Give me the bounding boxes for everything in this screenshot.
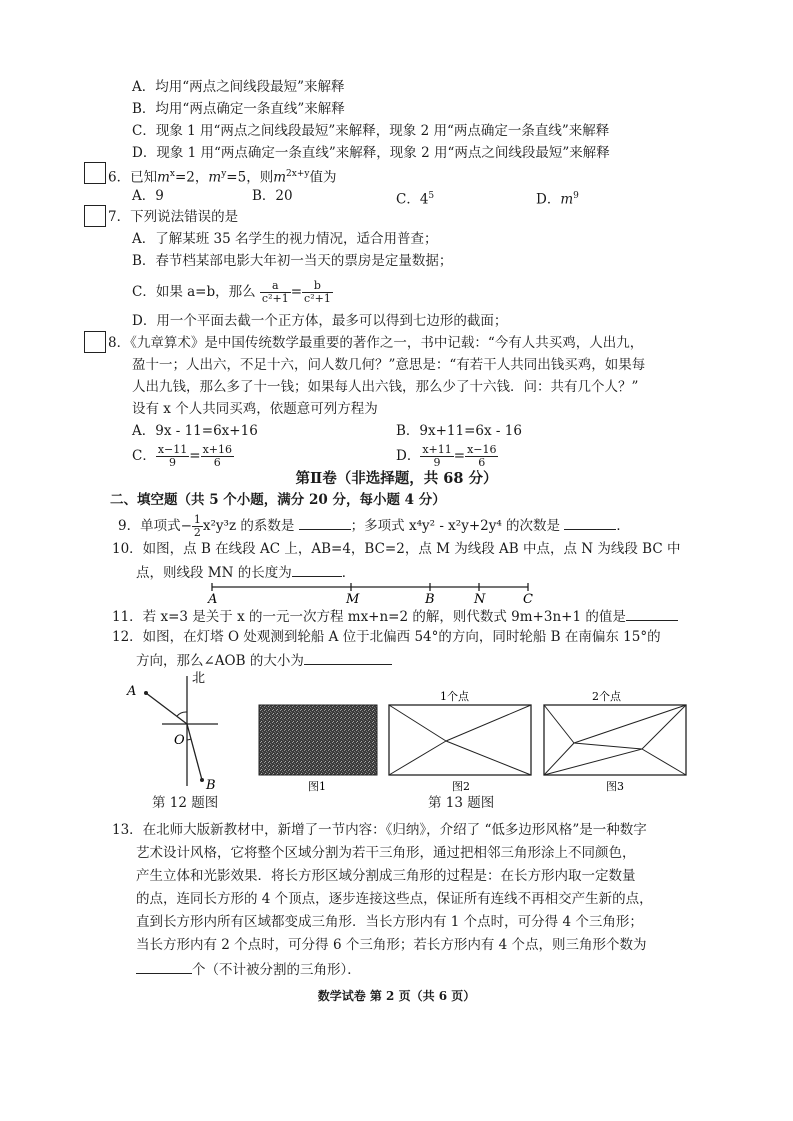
label-m: M — [346, 592, 360, 606]
q13-line-3: 产生立体和光影效果．将长方形区域分割成三角形的过程是：在长方形内取一定数量 — [136, 868, 636, 884]
q6-stem: 6．已知$m^x=2$，$m^y=5$，则$m^{2x+y}$值为 — [108, 169, 337, 186]
fig3-edge-1 — [544, 705, 574, 743]
label-o: O — [174, 733, 185, 748]
fig3-rectangle — [544, 705, 686, 775]
fig3-edge-4 — [574, 743, 642, 749]
q6-option-c: C．$4^5$ — [396, 191, 435, 208]
q8-option-c: C． $\frac{x-11}{9}$ = $\frac{x+16}{6}$ — [132, 443, 232, 469]
q7-option-b: B．春节档某部电影大年初一当天的票房是定量数据； — [132, 253, 453, 269]
fig3-edge-5 — [642, 705, 686, 749]
page-footer: 数学试卷 第 2 页（共 6 页） — [317, 989, 476, 1003]
fig1-label: 图1 — [308, 780, 326, 793]
label-a: A — [208, 592, 218, 606]
fig2-edge-3 — [389, 741, 446, 775]
q12-line-1: 12．如图，在灯塔 O 处观测到轮船 A 位于北偏西 54°的方向，同时轮船 B 在南偏东 15°的 — [112, 629, 661, 645]
label-c: C — [523, 592, 533, 606]
label-n: N — [474, 592, 486, 606]
label-b: B — [425, 592, 435, 606]
q9-blank-1[interactable] — [299, 515, 351, 530]
q13-line-1: 13．在北师大版新教材中，新增了一节内容：《归纳》，介绍了 “低多边形风格”是一种数字 — [112, 822, 647, 838]
q7-stem: 7．下列说法错误的是 — [108, 209, 239, 225]
ray-ob — [187, 724, 202, 780]
q11-blank[interactable] — [626, 606, 678, 621]
q5-option-a: A．均用“两点之间线段最短”来解释 — [132, 79, 345, 95]
point-b — [200, 778, 204, 782]
q13-figures — [256, 686, 778, 796]
q8-line-1: 8．《九章算术》是中国传统数学最重要的著作之一，书中记载：“今有人共买鸡，人出九， — [108, 335, 644, 351]
q13-blank[interactable] — [136, 959, 192, 974]
fig1-textured-rectangle — [259, 705, 377, 775]
q13-line-7: 个（不计被分割的三角形）． — [136, 959, 361, 979]
q13-line-4: 的点，连同长方形的 4 个顶点，逐步连接这些点，保证所有连线不再相交产生新的点， — [136, 891, 653, 907]
q12-blank[interactable] — [304, 650, 392, 665]
q10-blank[interactable] — [292, 562, 342, 577]
fig3-edge-2 — [544, 743, 574, 775]
q8-option-a: A．9x - 11=6x+16 — [132, 423, 258, 439]
q10-line-1: 10．如图，点 B 在线段 AC 上，AB=4，BC=2，点 M 为线段 AB 中点，点 N 为线段 BC 中 — [112, 541, 681, 557]
q5-option-c: C．现象 1 用“两点之间线段最短”来解释，现象 2 用“两点确定一条直线”来解释 — [132, 123, 610, 139]
fill-in-header: 二、填空题（共 5 个小题，满分 20 分，每小题 4 分） — [110, 492, 446, 508]
label-point-a: A — [127, 684, 137, 699]
q8-option-d: D． $\frac{x+11}{9}$ = $\frac{x-16}{6}$ — [396, 443, 497, 469]
q5-option-b: B．均用“两点确定一条直线”来解释 — [132, 101, 345, 117]
fig2-edge-4 — [446, 741, 531, 775]
q6-option-d: D．$m^9$ — [536, 191, 579, 208]
q6-option-a: A．9 — [132, 188, 164, 204]
fig3-edge-3 — [574, 705, 686, 743]
q8-line-2: 盈十一；人出六，不足十六，问人数几何？”意思是：“有若干人共同出钱买鸡，如果每 — [132, 357, 646, 373]
answer-box-q7[interactable] — [84, 205, 106, 227]
ray-oa — [146, 693, 187, 724]
fig3-edge-6 — [642, 749, 686, 775]
q12-line-2: 方向，那么∠AOB 的大小为 — [136, 650, 392, 670]
q8-line-4: 设有 x 个人共同买鸡，依题意可列方程为 — [132, 401, 378, 417]
q8-line-3: 人出九钱，那么多了十一钱；如果每人出六钱，那么少了十六钱．问：共有几个人？” — [132, 379, 639, 395]
fig2-edge-2 — [446, 705, 531, 741]
q7-option-c: C．如果 a=b，那么 $\frac{a}{\text{c²+1}}$ = $\frac{b}{\text{c²+1}}$ — [132, 279, 331, 305]
q10-segment-figure — [200, 578, 540, 606]
fig2-rectangle — [389, 705, 531, 775]
label-point-b: B — [206, 778, 216, 793]
fig3-label: 图3 — [606, 780, 624, 793]
angle-arc-a — [177, 712, 187, 716]
q7-option-a: A．了解某班 35 名学生的视力情况，适合用普查； — [132, 231, 438, 247]
fig2-edge-1 — [389, 705, 446, 741]
q13-line-6: 当长方形内有 2 个点时，可分得 6 个三角形；若长方形内有 4 个点，则三角形个数为 — [136, 937, 647, 953]
section-2-title: 第Ⅱ卷（非选择题，共 68 分） — [295, 470, 498, 487]
q13-caption: 第 13 题图 — [428, 795, 495, 811]
fig3-edge-7 — [544, 749, 642, 775]
fig2-label: 图2 — [452, 780, 470, 793]
fig2-title: 1个点 — [440, 690, 469, 703]
q7-option-d: D．用一个平面去截一个正方体，最多可以得到七边形的截面； — [132, 313, 508, 329]
q10-line-2: 点，则线段 MN 的长度为 ． — [136, 562, 355, 582]
q6-option-b: B．20 — [252, 188, 293, 204]
q9-text: 9．单项式− $\frac{1}{2}$ x²y³z 的系数是 ；多项式 x⁴y² - x²y+2y⁴ 的次数是 ． — [118, 513, 630, 539]
q11-text: 11．若 x=3 是关于 x 的一元一次方程 mx+n=2 的解，则代数式 9m+3n+1 的值是 — [112, 606, 678, 626]
q13-line-2: 艺术设计风格，它将整个区域分割为若干三角形，通过把相邻三角形涂上不同颜色， — [136, 845, 636, 861]
q12-compass-figure — [120, 668, 230, 794]
q9-blank-2[interactable] — [564, 515, 616, 530]
fig3-title: 2个点 — [592, 690, 621, 703]
q8-option-b: B．9x+11=6x - 16 — [396, 423, 522, 439]
q12-caption: 第 12 题图 — [152, 795, 219, 811]
q5-option-d: D．现象 1 用“两点确定一条直线”来解释，现象 2 用“两点之间线段最短”来解释 — [132, 145, 610, 161]
answer-box-q8[interactable] — [84, 331, 106, 353]
q13-line-5: 直到长方形内所有区域都变成三角形．当长方形内有 1 个点时，可分得 4 个三角形； — [136, 914, 643, 930]
answer-box-q6[interactable] — [84, 162, 106, 184]
point-a — [144, 691, 148, 695]
label-north: 北 — [192, 671, 206, 686]
